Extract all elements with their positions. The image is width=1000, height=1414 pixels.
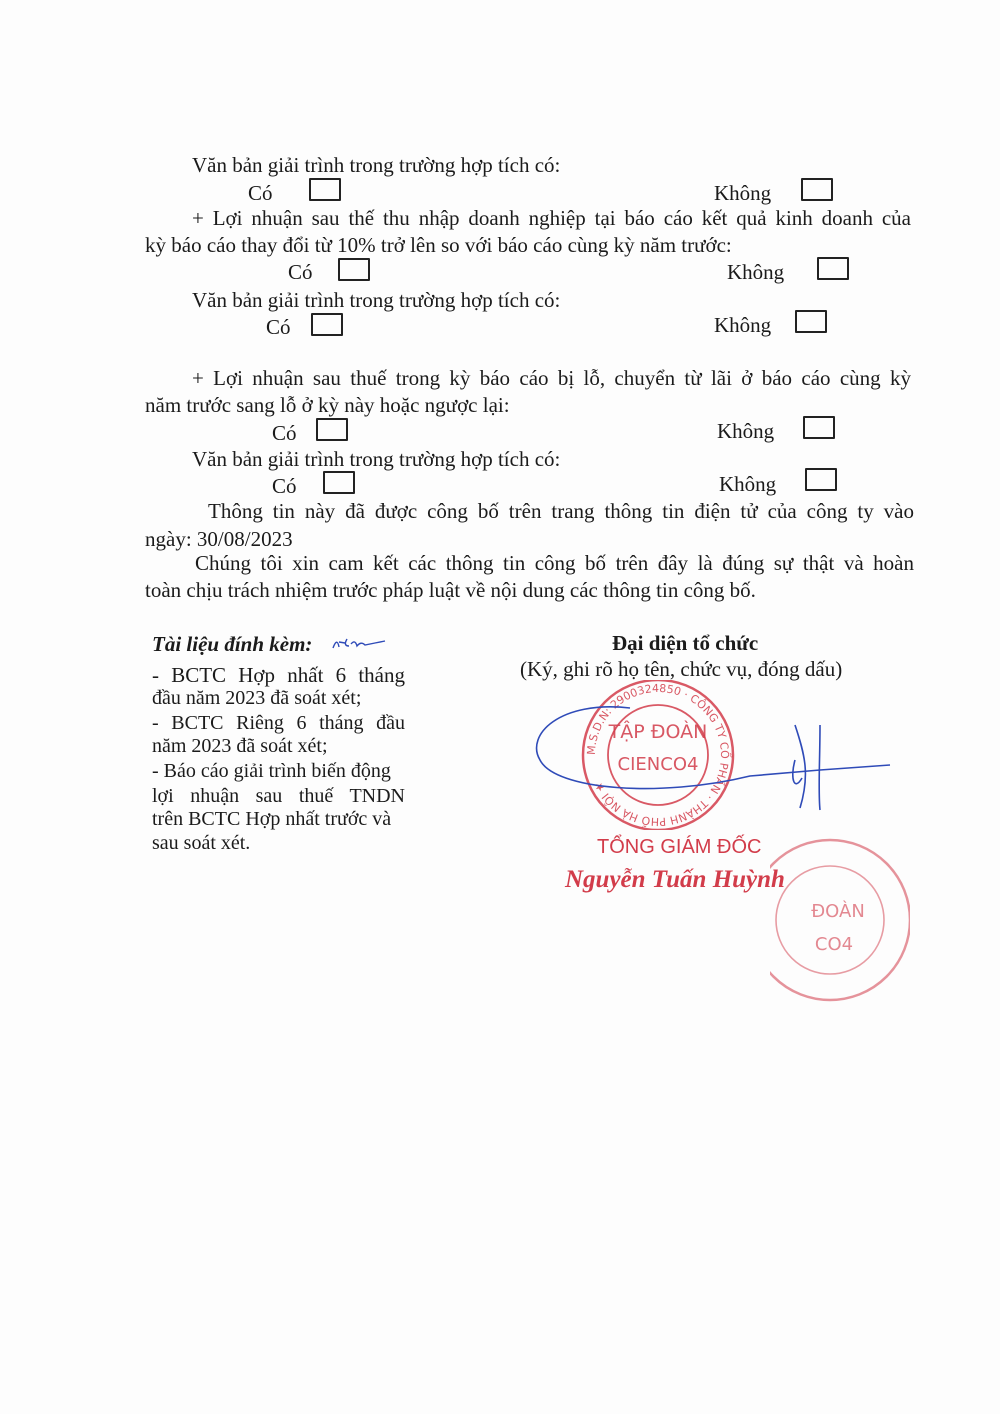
checkbox-yes-3[interactable] [311,313,343,336]
no-label-3: Không [714,313,772,337]
checkbox-yes-4[interactable] [316,418,348,441]
faded-stamp-line-1: ĐOÀN [811,901,865,922]
publication-line-1: Thông tin này đã được công bố trên trang thông tin điện tử của công ty vào [208,499,914,523]
checkbox-yes-2[interactable] [338,258,370,281]
explanation-label-3: Văn bản giải trình trong trường hợp tích có: [192,447,561,471]
attachment-3-line-1: - Báo cáo giải trình biến động [152,760,391,782]
yes-label-2: Có [288,260,313,284]
attachment-3-line-3: trên BCTC Hợp nhất trước và [152,808,392,830]
no-label-2: Không [727,260,785,284]
no-label-1: Không [714,181,772,205]
attachment-3-line-2: lợi nhuận sau thuế TNDN [152,785,405,807]
stamp-ring-text: M.S.D.N: 2900324850 · CÔNG TY CỔ PHẦN · THÀNH PHỐ HÀ NỘI ★ [584,681,732,829]
attachment-3-line-4: sau soát xét. [152,832,251,854]
checkbox-yes-5[interactable] [323,471,355,494]
signature-instructions: (Ký, ghi rõ họ tên, chức vụ, đóng dấu) [520,657,843,681]
yes-label-3: Có [266,315,291,339]
loss-change-line-2: năm trước sang lỗ ở kỳ này hoặc ngược lại: [145,393,510,417]
attachment-1-line-2: đầu năm 2023 đã soát xét; [152,687,362,709]
explanation-label-1: Văn bản giải trình trong trường hợp tích có: [192,153,561,177]
checkbox-no-5[interactable] [805,468,837,491]
attachment-2-line-2: năm 2023 đã soát xét; [152,735,328,757]
yes-label-5: Có [272,474,297,498]
checkbox-no-3[interactable] [795,310,827,333]
attachments-title: Tài liệu đính kèm: [152,632,313,656]
no-label-4: Không [717,419,775,443]
commitment-line-2: toàn chịu trách nhiệm trước pháp luật về nội dung các thông tin công bố. [145,578,756,602]
signer-position: TỔNG GIÁM ĐỐC [597,836,762,858]
checkbox-yes-1[interactable] [309,178,341,201]
company-stamp [520,680,900,830]
loss-change-line-1: + Lợi nhuận sau thuế trong kỳ báo cáo bị lỗ, chuyển từ lãi ở báo cáo cùng kỳ [192,366,911,390]
signature-title: Đại diện tổ chức [612,631,759,655]
commitment-line-1: Chúng tôi xin cam kết các thông tin công bố trên đây là đúng sự thật và hoàn [195,551,914,575]
signer-name: Nguyễn Tuấn Huỳnh [565,866,785,893]
initials-mark [330,634,390,654]
attachment-2-line-1: - BCTC Riêng 6 tháng đầu [152,712,405,734]
yes-label-1: Có [248,181,273,205]
faded-stamp-line-2: CO4 [814,934,854,955]
publication-date-line: ngày: 30/08/2023 [145,527,293,551]
profit-change-line-2: kỳ báo cáo thay đổi từ 10% trở lên so với báo cáo cùng kỳ năm trước: [145,233,732,257]
checkbox-no-4[interactable] [803,416,835,439]
faded-stamp [770,825,910,1015]
checkbox-no-1[interactable] [801,178,833,201]
profit-change-line-1: + Lợi nhuận sau thế thu nhập doanh nghiệp tại báo cáo kết quả kinh doanh của [192,206,911,230]
stamp-line-2: CIENCO4 [617,754,699,775]
stamp-line-1: TẬP ĐOÀN [608,721,708,743]
yes-label-4: Có [272,421,297,445]
checkbox-no-2[interactable] [817,257,849,280]
explanation-label-2: Văn bản giải trình trong trường hợp tích có: [192,288,561,312]
no-label-5: Không [719,472,777,496]
attachment-1-line-1: - BCTC Hợp nhất 6 tháng [152,663,405,687]
